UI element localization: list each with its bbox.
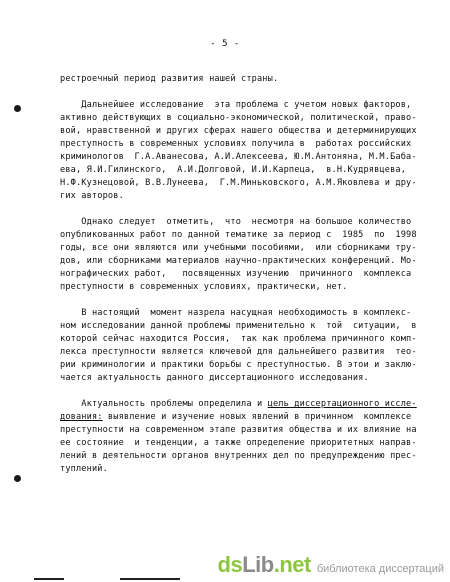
text-line: преступности в современных условиях, практически, нет. — [60, 282, 348, 292]
text-line: ева, Я.И.Гилинского, А.И.Долговой, И.И.Карпеца, в.Н.Кудрявцева, — [60, 165, 407, 175]
text-line: активно действующих в социально-экономической, политической, право- — [60, 113, 417, 123]
page-number: - 5 - — [210, 38, 240, 49]
text-line: дования: выявление и изучение новых явлений в причинном комплексе — [60, 412, 412, 422]
text-line: Н.Ф.Кузнецовой, В.В.Лунеева, Г.М.Миньковского, А.М.Яковлева и дру- — [60, 178, 417, 188]
text-line: опубликованных работ по данной тематике за период с 1985 по 1998 — [60, 230, 417, 240]
watermark-caption: библиотека диссертаций — [316, 563, 444, 575]
dslib-logo: ds Lib .net — [217, 552, 311, 577]
text-line: Актуальность проблемы определила и цель диссертационного иссле- — [60, 399, 417, 409]
text-line: годы, все они являются или учебными пособиями, или сборниками тру- — [60, 243, 417, 253]
scan-edge-artifact-2 — [120, 578, 180, 580]
text-line: рестроечный период развития нашей страны. — [60, 74, 279, 84]
text-line: туплений. — [60, 464, 108, 474]
text-line: В настоящий момент назрела насущная необходимость в комплекс- — [60, 308, 412, 318]
text-line: преступность в современных условиях получила в работах российских — [60, 139, 412, 149]
text-line: лекса преступности является ключевой для дальнейшего развития тео- — [60, 347, 417, 357]
text-line: криминологов Г.А.Аванесова, А.И.Алексеева, Ю.М.Антоняна, М.М.Баба- — [60, 152, 417, 162]
scan-mark-top — [14, 105, 21, 112]
text-line: ном исследовании данной проблемы применительно к той ситуации, в — [60, 321, 417, 331]
site-watermark[interactable] — [218, 552, 444, 578]
text-line: чается актуальность данного диссертационного исследования. — [60, 373, 369, 383]
text-line: гих авторов. — [60, 191, 124, 201]
text-line: вой, нравственной и других сферах нашего общества и детерминирующих — [60, 126, 417, 136]
underlined-phrase: дования: — [60, 412, 103, 422]
text-line: лений в деятельности органов внутренних дел по предупреждению прес- — [60, 451, 417, 461]
text-line: нографических работ, посвященных изучению причинного комплекса — [60, 269, 412, 279]
underlined-phrase: цель диссертационного иссле- — [267, 399, 417, 409]
text-line: Дальнейшее исследование эта проблема с учетом новых факторов, — [60, 100, 412, 110]
text-line: рии криминологии и практики борьбы с преступностью. В этои и заклю- — [60, 360, 417, 370]
text-line: ее состояние и тенденции, а также определение приоритетных направ- — [60, 438, 417, 448]
text-line: Однако следует отметить, что несмотря на большое количество — [60, 217, 412, 227]
scan-mark-bottom — [14, 475, 21, 482]
text-line: дов, или сборниками материалов научно-практических конференций. Мо- — [60, 256, 417, 266]
text-line: которой сейчас находится Россия, так как проблема причинного комп- — [60, 334, 417, 344]
text-line: преступности на современном этапе развития общества и их влияние на — [60, 425, 417, 435]
scan-edge-artifact — [34, 578, 64, 580]
